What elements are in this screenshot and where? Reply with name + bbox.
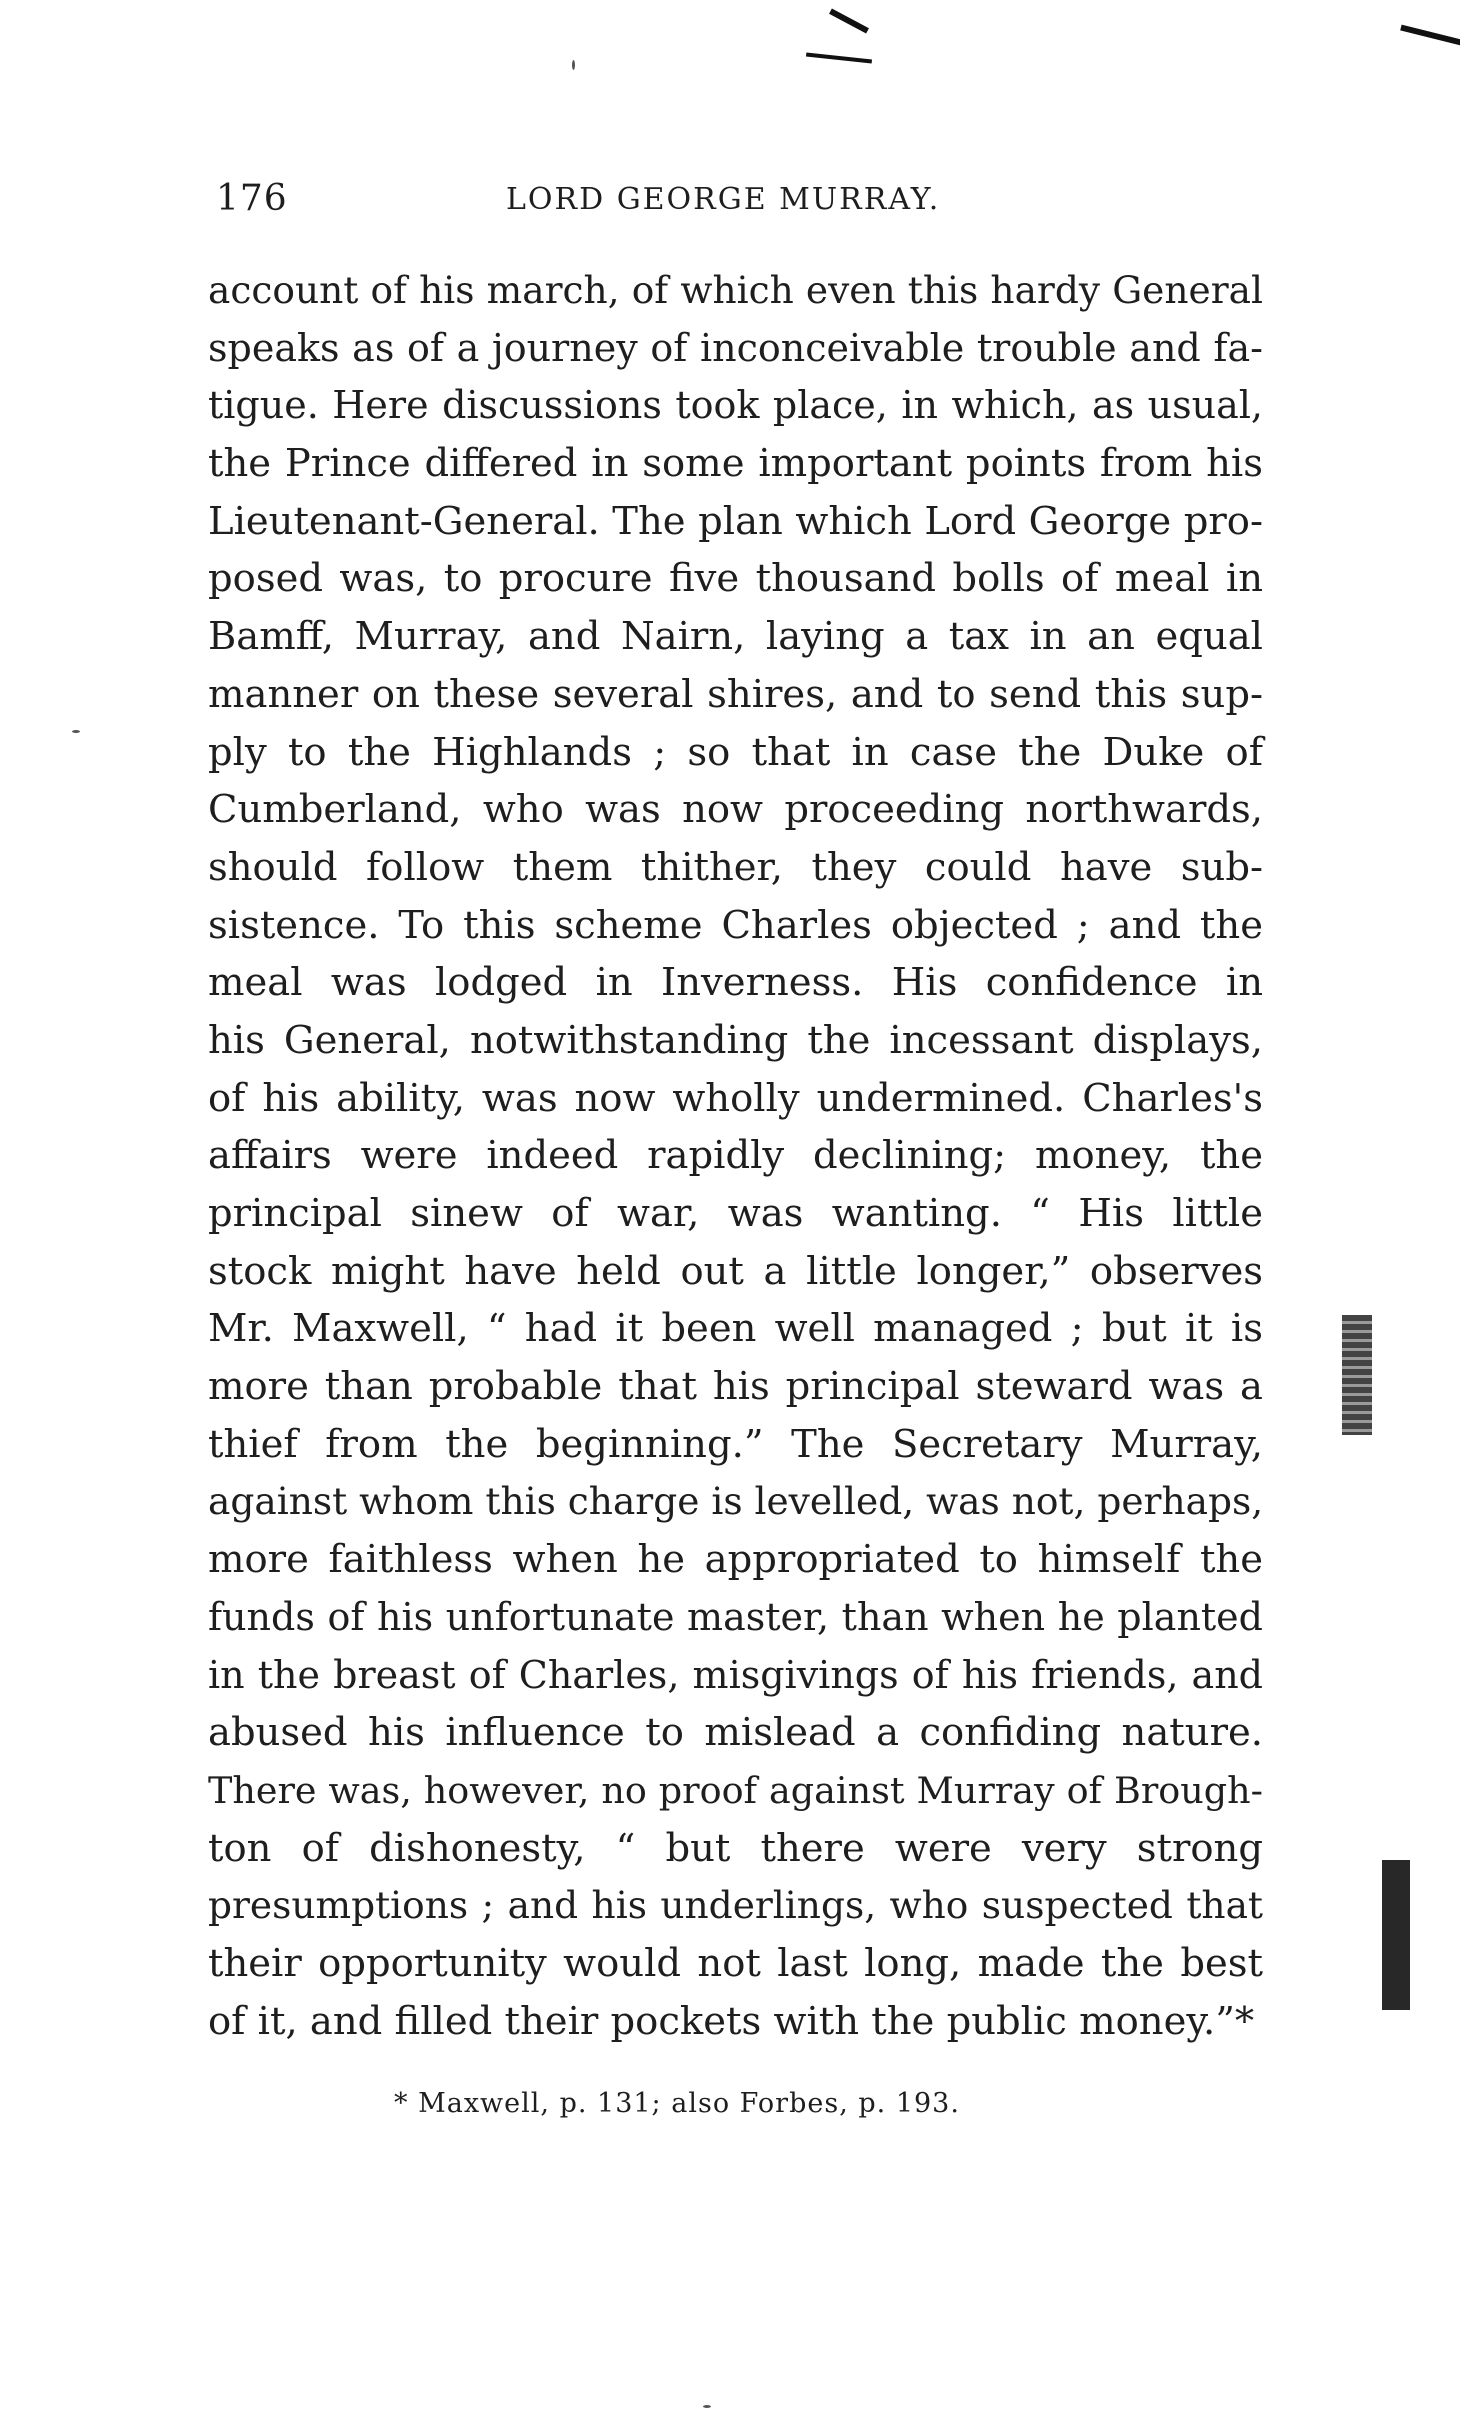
footnote: * Maxwell, p. 131; also Forbes, p. 193. (394, 2088, 960, 2119)
text-line: ply to the Highlands ; so that in case the Duke of (208, 729, 1263, 775)
text-line: of his ability, was now wholly undermined. Charles's (208, 1075, 1263, 1121)
text-line: ton of dishonesty, “ but there were very strong (208, 1825, 1263, 1871)
scan-mark (1400, 25, 1460, 46)
text-line: presumptions ; and his underlings, who suspected that (208, 1883, 1263, 1928)
text-line: Cumberland, who was now proceeding northwards, (208, 787, 1263, 833)
text-line: Bamff, Murray, and Nairn, laying a tax in an equal (208, 614, 1263, 660)
body-text (208, 262, 1263, 2050)
scan-mark (829, 8, 869, 33)
scan-speck (572, 60, 575, 70)
page-number: 176 (216, 178, 288, 219)
text-line: posed was, to procure five thousand bolls of meal in (208, 556, 1263, 602)
text-line: meal was lodged in Inverness. His confidence in (208, 960, 1263, 1006)
text-line: abused his influence to mislead a confiding nature. (208, 1710, 1263, 1756)
running-head (216, 178, 1276, 228)
text-line: sistence. To this scheme Charles objected ; and the (208, 902, 1263, 948)
text-line: Mr. Maxwell, “ had it been well managed ; but it is (208, 1306, 1263, 1352)
scan-speck (703, 2405, 711, 2408)
text-line: Lieutenant-General. The plan which Lord George pro- (208, 498, 1263, 544)
text-line: manner on these several shires, and to send this sup- (208, 671, 1263, 717)
text-line: speaks as of a journey of inconceivable trouble and fa- (208, 325, 1263, 370)
text-line: There was, however, no proof against Murray of Brough- (208, 1768, 1263, 1812)
text-line: in the breast of Charles, misgivings of his friends, and (208, 1652, 1263, 1697)
text-line: account of his march, of which even this hardy General (208, 268, 1263, 312)
scan-mark (806, 53, 872, 64)
text-line: should follow them thither, they could have sub- (208, 844, 1263, 890)
text-line: thief from the beginning.” The Secretary Murray, (208, 1421, 1263, 1467)
text-line: principal sinew of war, was wanting. “ His little (208, 1191, 1263, 1236)
text-line: more faithless when he appropriated to himself the (208, 1537, 1263, 1583)
ink-bleed (1382, 1860, 1410, 2010)
text-line: affairs were indeed rapidly declining; money, the (208, 1133, 1263, 1179)
text-line: stock might have held out a little longer,” observes (208, 1248, 1263, 1294)
running-title: LORD GEORGE MURRAY. (506, 182, 941, 217)
text-line: the Prince differed in some important points from his (208, 441, 1263, 487)
scan-speck (72, 730, 80, 733)
text-line: of it, and filled their pockets with the public money.”* (208, 1998, 1255, 2044)
text-line: his General, notwithstanding the incessant displays, (208, 1017, 1263, 1063)
text-line: tigue. Here discussions took place, in which, as usual, (208, 383, 1263, 428)
text-line: funds of his unfortunate master, than when he planted (208, 1594, 1263, 1639)
text-line: against whom this charge is levelled, was not, perhaps, (208, 1479, 1264, 1524)
text-line: their opportunity would not last long, made the best (208, 1940, 1263, 1986)
ink-bleed (1342, 1315, 1372, 1435)
text-line: more than probable that his principal steward was a (208, 1364, 1263, 1410)
